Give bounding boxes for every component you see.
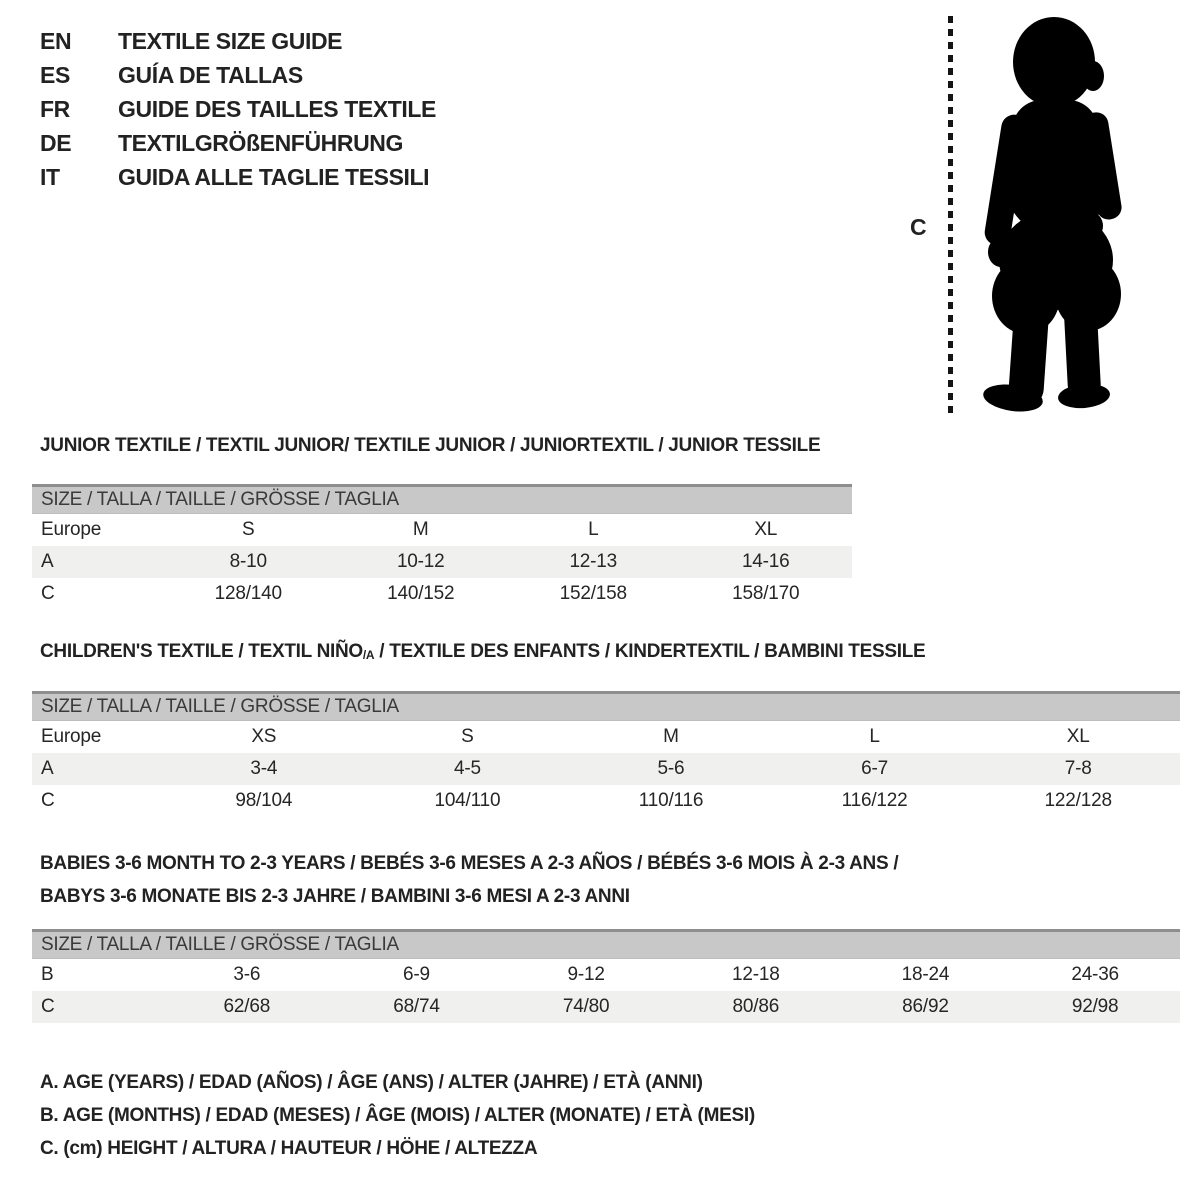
baby-silhouette-icon [960,12,1148,416]
table-row-height [32,991,1180,1023]
language-code: ES [40,62,70,88]
table-cell: 152/158 [559,583,627,604]
table-cell: 7-8 [976,753,1180,785]
guide-title: TEXTILE SIZE GUIDE [118,28,343,54]
children-section-heading [40,641,925,663]
table-cell: 122/128 [1044,790,1112,811]
table-cell: 104/110 [434,790,501,811]
table-cell: 98/104 [235,790,293,811]
table-cell: 68/74 [332,991,502,1023]
table-cell: 4-5 [366,753,570,785]
height-dashed-line [948,16,953,414]
junior-size-table [32,484,852,610]
table-cell: 140/152 [387,583,455,604]
table-cell: 12-13 [507,546,680,578]
table-row-age [32,753,1180,785]
table-cell: 3-6 [233,964,261,985]
table-row-europe [32,721,1180,753]
table-cell: 24-36 [1071,964,1119,985]
junior-section-heading: JUNIOR TEXTILE / TEXTIL JUNIOR/ TEXTILE JUNIOR / JUNIORTEXTIL / JUNIOR TESSILE [40,435,821,456]
table-cell: 6-9 [403,964,430,985]
legend-line-b: B. AGE (MONTHS) / EDAD (MESES) / ÂGE (MOIS) / ALTER (MONATE) / ETÀ (MESI) [40,1105,755,1126]
row-label: B [41,964,54,985]
language-row-es [40,58,640,92]
legend-line-c: C. (cm) HEIGHT / ALTURA / HAUTEUR / HÖHE / ALTEZZA [40,1138,538,1159]
row-label: Europe [41,726,102,747]
table-cell: 3-4 [162,753,366,785]
table-row-height [32,785,1180,817]
legend [40,1066,755,1165]
row-label: Europe [41,519,102,540]
height-measure-label: C [910,214,927,240]
table-cell: S [242,519,255,540]
table-cell: 9-12 [567,964,605,985]
row-label: C [41,583,55,604]
heading-line: BABIES 3-6 MONTH TO 2-3 YEARS / BEBÉS 3-6 MESES A 2-3 AÑOS / BÉBÉS 3-6 MOIS À 2-3 ANS / [40,853,899,874]
table-cell: 110/116 [638,790,704,811]
table-cell: 80/86 [671,991,841,1023]
table-cell: 6-7 [773,753,977,785]
table-row-europe [32,514,852,546]
table-row-age [32,546,852,578]
table-cell: 14-16 [680,546,853,578]
guide-title: GUÍA DE TALLAS [118,62,303,88]
size-header-bar: SIZE / TALLA / TAILLE / GRÖSSE / TAGLIA [32,691,1180,721]
table-cell: XL [754,519,778,540]
table-cell: L [588,519,599,540]
language-row-en [40,24,640,58]
row-label: C [32,991,162,1023]
table-row-months [32,959,1180,991]
children-size-table [32,691,1180,817]
heading-subscript: /A [362,648,375,662]
babies-section-heading [40,847,898,913]
table-cell: 128/140 [214,583,282,604]
heading-text: CHILDREN'S TEXTILE / TEXTIL NIÑO [40,641,363,662]
table-cell: 74/80 [501,991,671,1023]
table-cell: 8-10 [162,546,335,578]
table-cell: XL [1066,726,1090,747]
table-cell: M [663,726,679,747]
language-title-list [40,24,640,194]
row-label: A [32,546,162,578]
table-cell: 5-6 [569,753,773,785]
legend-line-a: A. AGE (YEARS) / EDAD (AÑOS) / ÂGE (ANS) / ALTER (JAHRE) / ETÀ (ANNI) [40,1072,703,1093]
table-cell: 158/170 [732,583,800,604]
size-header-bar: SIZE / TALLA / TAILLE / GRÖSSE / TAGLIA [32,929,1180,959]
table-cell: M [412,519,429,540]
table-cell: 62/68 [162,991,332,1023]
language-code: DE [40,130,72,156]
table-cell: 92/98 [1010,991,1180,1023]
row-label: A [32,753,162,785]
guide-title: GUIDA ALLE TAGLIE TESSILI [118,164,430,190]
table-cell: 86/92 [841,991,1011,1023]
heading-line: BABYS 3-6 MONATE BIS 2-3 JAHRE / BAMBINI 3-6 MESI A 2-3 ANNI [40,886,630,907]
language-row-de [40,126,640,160]
size-header-bar: SIZE / TALLA / TAILLE / GRÖSSE / TAGLIA [32,484,852,514]
table-cell: 12-18 [731,964,780,985]
table-cell: 116/122 [841,790,908,811]
language-row-it [40,160,640,194]
table-cell: XS [251,726,277,747]
language-code: FR [40,96,70,122]
babies-size-table [32,929,1180,1023]
heading-text: / TEXTILE DES ENFANTS / KINDERTEXTIL / BAMBINI TESSILE [374,641,926,662]
table-cell: L [869,726,880,747]
row-label: C [41,790,55,811]
language-row-fr [40,92,640,126]
language-code: IT [40,164,60,190]
table-row-height [32,578,852,610]
language-code: EN [40,28,72,54]
guide-title: GUIDE DES TAILLES TEXTILE [118,96,436,122]
table-cell: S [461,726,474,747]
guide-title: TEXTILGRÖßENFÜHRUNG [118,130,403,156]
table-cell: 10-12 [335,546,508,578]
table-cell: 18-24 [901,964,950,985]
